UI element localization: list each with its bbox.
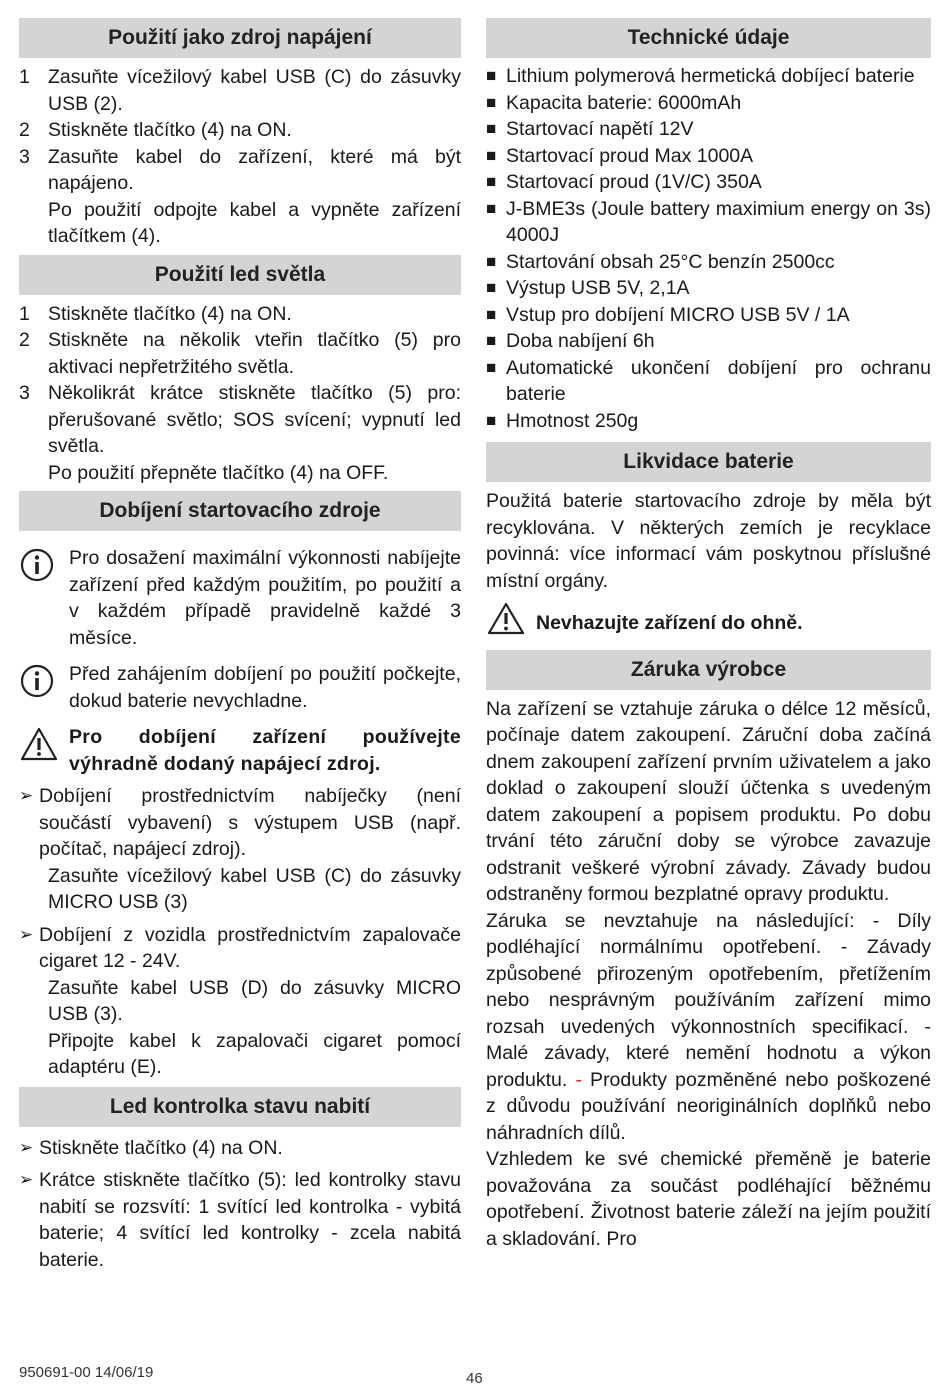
left-column bbox=[19, 18, 461, 1273]
section-header-disposal: Likvidace baterie bbox=[486, 442, 931, 482]
right-column bbox=[486, 18, 931, 1252]
list-item: 3 Zasuňte kabel do zařízení, které má být napájeno. bbox=[19, 145, 461, 194]
warning-note: Nevhazujte zařízení do ohně. bbox=[486, 602, 931, 644]
info-note: Před zahájením dobíjení po použití počkejte, dokud baterie nevychladne. bbox=[19, 661, 461, 714]
square-bullet-icon: ■ bbox=[486, 251, 497, 271]
spec-item: ■ Automatické ukončení dobíjení pro ochranu baterie bbox=[486, 355, 931, 408]
disposal-text: Použitá baterie startovacího zdroje by měla být recyklována. V některých zemích je recyklace povinná: více informací vám poskytnou příslušné místní orgány. bbox=[486, 490, 931, 592]
info-icon bbox=[19, 545, 69, 651]
arrow-bullet-icon: ➢ bbox=[19, 786, 34, 805]
square-bullet-icon: ■ bbox=[486, 410, 497, 430]
section-header-charge-led: Led kontrolka stavu nabití bbox=[19, 1087, 461, 1127]
list-item: 2 Stiskněte tlačítko (4) na ON. bbox=[19, 119, 292, 141]
section-header-led-light: Použití led světla bbox=[19, 255, 461, 295]
bullet-item: ➢ Dobíjení z vozidla prostřednictvím zapalovače cigaret 12 - 24V. bbox=[19, 922, 461, 975]
bullet-continuation: Připojte kabel k zapalovači cigaret pomocí adaptéru (E). bbox=[48, 1029, 461, 1078]
section-header-technical-data: Technické údaje bbox=[486, 18, 931, 58]
red-dash: - bbox=[575, 1068, 582, 1091]
spec-list bbox=[486, 63, 931, 434]
bullet-continuation: Zasuňte kabel USB (D) do zásuvky MICRO USB (3). bbox=[48, 976, 461, 1025]
warning-icon bbox=[486, 602, 536, 644]
info-note: Pro dosažení maximální výkonnosti nabíjejte zařízení před každým použitím, po použití a v každém případě pravidelně každé 3 měsíce. bbox=[19, 545, 461, 651]
bullet-continuation: Zasuňte vícežilový kabel USB (C) do zásuvky MICRO USB (3) bbox=[48, 864, 461, 913]
page-number: 46 bbox=[466, 1370, 483, 1387]
square-bullet-icon: ■ bbox=[486, 357, 497, 377]
square-bullet-icon: ■ bbox=[486, 331, 497, 350]
after-use-note: Po použití přepněte tlačítko (4) na OFF. bbox=[48, 461, 389, 484]
bullet-item: ➢ Stiskněte tlačítko (4) na ON. bbox=[19, 1135, 461, 1162]
square-bullet-icon: ■ bbox=[486, 304, 497, 324]
section-header-warranty: Záruka výrobce bbox=[486, 650, 931, 690]
bullet-item: ➢ Krátce stiskněte tlačítko (5): led kontrolky stavu nabití se rozsvítí: 1 svítící led kontrolka - vybitá baterie; 4 svítící led kontrolky - zcela nabitá baterie. bbox=[19, 1167, 461, 1273]
list-item: 3 Několikrát krátce stiskněte tlačítko (5) pro: přerušované světlo; SOS svícení; vypnutí led světla. bbox=[19, 382, 461, 457]
square-bullet-icon: ■ bbox=[486, 172, 497, 191]
bullet-item: ➢ Dobíjení prostřednictvím nabíječky (není součástí vybavení) s výstupem USB (např. počítač, napájecí zdroj). bbox=[19, 783, 461, 863]
list-item: 1 Zasuňte vícežilový kabel USB (C) do zásuvky USB (2). bbox=[19, 66, 461, 115]
document-code: 950691-00 14/06/19 bbox=[19, 1364, 154, 1381]
warning-icon bbox=[19, 724, 69, 777]
warning-note: Pro dobíjení zařízení používejte výhradně dodaný napájecí zdroj. bbox=[19, 724, 461, 777]
arrow-bullet-icon: ➢ bbox=[19, 924, 34, 944]
spec-item: ■ Hmotnost 250g bbox=[486, 408, 931, 435]
spec-item: ■ Lithium polymerová hermetická dobíjecí baterie bbox=[486, 63, 931, 90]
list-item: 2 Stiskněte na několik vteřin tlačítko (5) pro aktivaci nepřetržitého světla. bbox=[19, 329, 461, 378]
spec-item: ■ J-BME3s (Joule battery maximium energy on 3s) 4000J bbox=[486, 196, 931, 249]
spec-item: ■ Startovací proud Max 1000A bbox=[486, 143, 931, 170]
list-item: 1 Stiskněte tlačítko (4) na ON. bbox=[19, 302, 292, 325]
info-icon bbox=[19, 661, 69, 714]
warranty-paragraph-3: Vzhledem ke své chemické přeměně je baterie považována za součást podléhající běžnému opotřebení. Životnost baterie záleží na jejím použití a skladování. Pro bbox=[486, 1148, 931, 1250]
arrow-bullet-icon: ➢ bbox=[19, 1170, 34, 1189]
spec-item: ■ Výstup USB 5V, 2,1A bbox=[486, 275, 931, 302]
spec-item: ■ Kapacita baterie: 6000mAh bbox=[486, 90, 931, 117]
square-bullet-icon: ■ bbox=[486, 145, 497, 165]
arrow-bullet-icon: ➢ bbox=[19, 1137, 34, 1157]
spec-item: ■ Startovací proud (1V/C) 350A bbox=[486, 169, 931, 196]
warranty-paragraph-1: Na zařízení se vztahuje záruka o délce 12 měsíců, počínaje datem zakoupení. Záruční doba začíná dnem zakoupení zařízení prvním uživatelem a jako doklad o zakoupení slouží účtenka s uvedeným datem zakoupení a popisem produktu. Po dobu trvání této záruční doby se výrobce zavazuje odstranit veškeré výrobní závady. Závady budou odstraněny formou bezplatné opravy produktu. bbox=[486, 697, 931, 905]
square-bullet-icon: ■ bbox=[486, 119, 497, 138]
spec-item: ■ Vstup pro dobíjení MICRO USB 5V / 1A bbox=[486, 302, 931, 329]
after-use-note: Po použití odpojte kabel a vypněte zařízení tlačítkem (4). bbox=[48, 198, 461, 247]
spec-item: ■ Startování obsah 25°C benzín 2500cc bbox=[486, 249, 931, 276]
square-bullet-icon: ■ bbox=[486, 66, 497, 85]
spec-item: ■ Doba nabíjení 6h bbox=[486, 328, 931, 355]
section-header-charging: Dobíjení startovacího zdroje bbox=[19, 491, 461, 531]
square-bullet-icon: ■ bbox=[486, 92, 497, 112]
square-bullet-icon: ■ bbox=[486, 198, 497, 218]
square-bullet-icon: ■ bbox=[486, 278, 497, 297]
spec-item: ■ Startovací napětí 12V bbox=[486, 116, 931, 143]
section-header-power-source: Použití jako zdroj napájení bbox=[19, 18, 461, 58]
warranty-paragraph-2: Záruka se nevztahuje na následující: - Díly podléhající normálnímu opotřebení. - Závady způsobené přirozeným opotřebením, přetížením nebo nesprávným používáním zařízení mimo rozsah uvedených výkonnostních specifikací. - Malé závady, které nemění hodnotu a výkon produktu. - Produkty pozměněné nebo poškozené z důvodu používání neoriginálních doplňků nebo náhradních dílů. bbox=[486, 909, 931, 1144]
